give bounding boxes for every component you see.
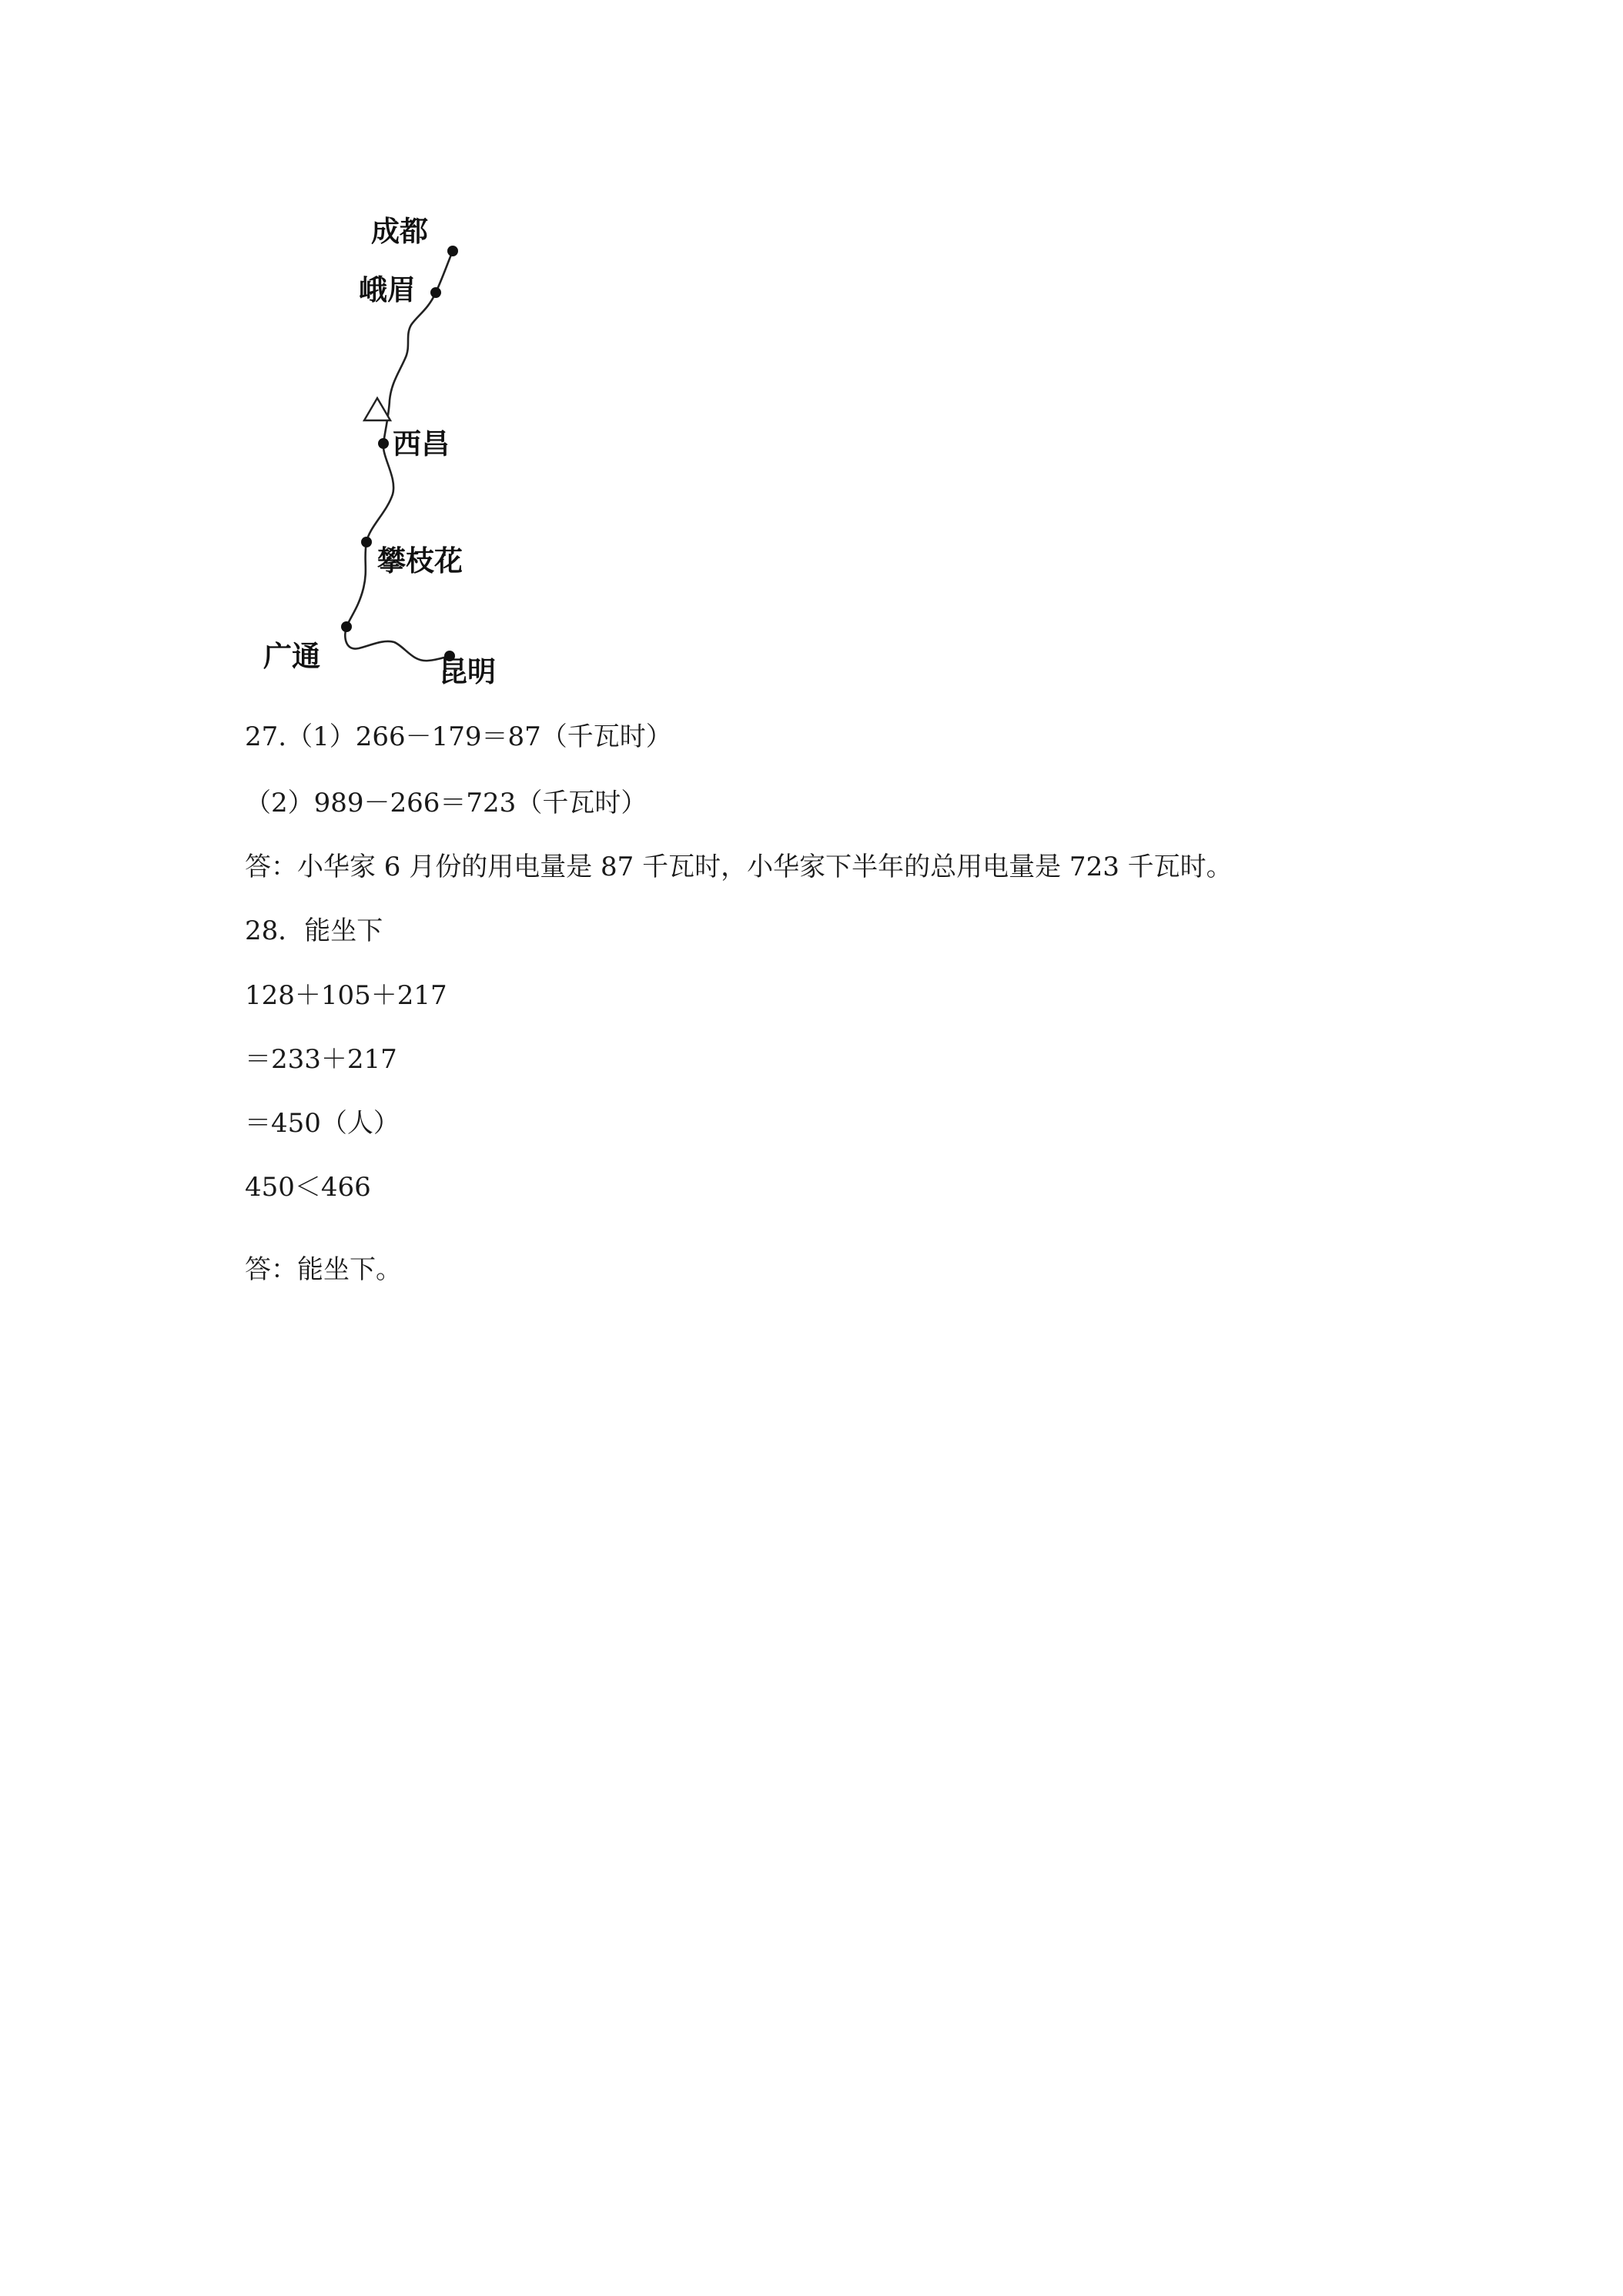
station-dot-xichang xyxy=(378,438,389,449)
city-label-kunming: 昆明 xyxy=(439,655,496,688)
city-label-panzhihua: 攀枝花 xyxy=(377,544,463,577)
q28-expression: 128＋105＋217 xyxy=(245,980,447,1011)
station-dot-emei xyxy=(430,287,441,298)
q28-step-1: ＝233＋217 xyxy=(245,1044,397,1075)
q28-answer: 答：能坐下。 xyxy=(245,1254,402,1285)
station-triangle-icon xyxy=(364,398,390,420)
station-dot-chengdu xyxy=(447,246,458,256)
railway-route-map xyxy=(254,208,531,693)
station-dot-panzhihua xyxy=(361,537,372,547)
q28-comparison: 450＜466 xyxy=(245,1172,371,1203)
city-label-guangtong: 广通 xyxy=(263,640,320,673)
q27-answer: 答：小华家 6 月份的用电量是 87 千瓦时，小华家下半年的总用电量是 723 千瓦时。 xyxy=(245,852,1233,882)
q28-heading: 28．能坐下 xyxy=(245,915,383,946)
city-label-xichang: 西昌 xyxy=(393,427,450,460)
q27-step-1: 27.（1）266－179＝87（千瓦时） xyxy=(245,721,672,752)
q27-step-2: （2）989－266＝723（千瓦时） xyxy=(245,788,648,818)
city-label-chengdu: 成都 xyxy=(371,215,428,248)
q28-step-2: ＝450（人） xyxy=(245,1108,400,1139)
city-label-emei: 峨眉 xyxy=(359,273,416,306)
station-dot-guangtong xyxy=(341,621,352,632)
